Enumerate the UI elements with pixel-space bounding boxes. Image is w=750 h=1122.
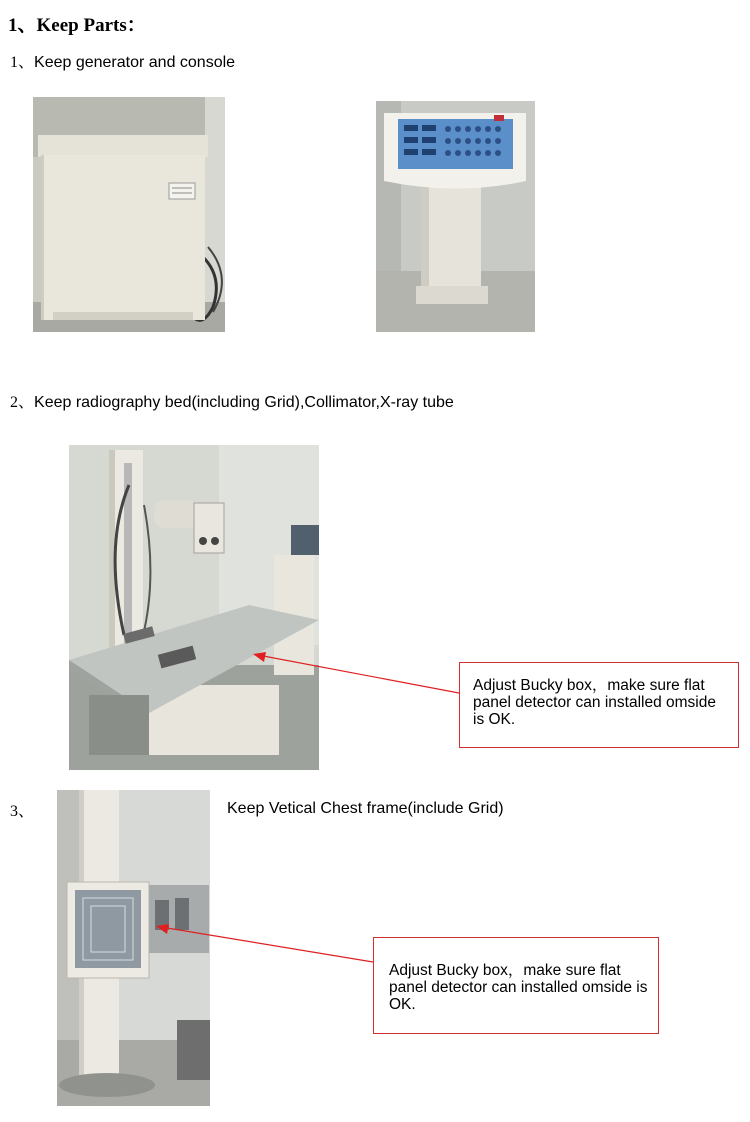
item-2-text: Keep radiography bed(including Grid),Collimator,X-ray tube (34, 394, 454, 411)
item-3-number: 3、 (10, 803, 35, 820)
item-1-text: Keep generator and console (34, 54, 236, 71)
item-2-number: 2、 (10, 394, 35, 411)
callout-text-1: Adjust Bucky box，make sure flat panel detector can installed omside is OK. (473, 677, 716, 728)
section-heading: 1、Keep Parts： (8, 15, 146, 36)
callout-box-2 (373, 937, 659, 1034)
item-1-number: 1、 (10, 54, 35, 71)
item-3-text: Keep Vetical Chest frame(include Grid) (227, 800, 504, 817)
callout-text-2: Adjust Bucky box，make sure flat panel detector can installed omside is OK. (389, 962, 648, 1013)
